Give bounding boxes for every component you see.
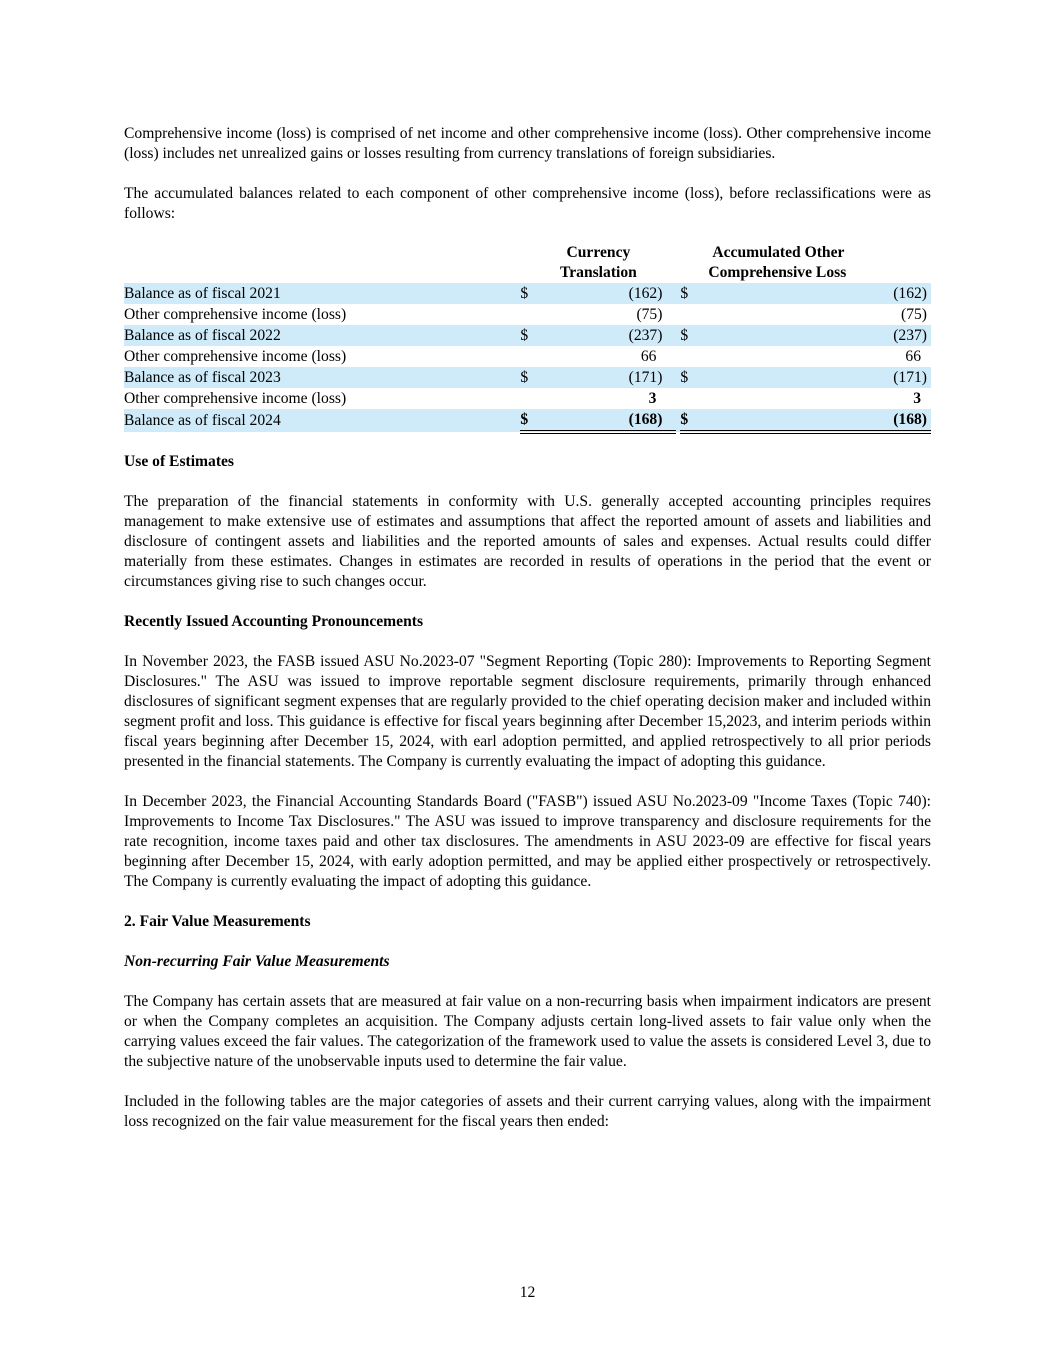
fair-value-paragraph-2: Included in the following tables are the major categories of assets and their current carrying values, along with the impairment loss recognized on the fair value measurement for the fiscal years then ended: <box>124 1093 931 1130</box>
col2-header-line1: Accumulated Other <box>712 244 845 261</box>
pronouncements-paragraph-2: In December 2023, the Financial Accounting Standards Board ("FASB") issued ASU No.2023-09 "Income Taxes (Topic 740): Improvements to Income Tax Disclosures." The ASU was issued to improve transparency and disclosure requirements for the rate recognition, income taxes paid and other tax disclosures. The amendments in ASU 2023-09 are effective for fiscal years beginning after December 15, 2024, with early adoption permitted, and may be applied either prospectively or retrospectively. The Company is currently evaluating the impact of adopting this guidance. <box>124 793 931 890</box>
pronouncements-paragraph-1: In November 2023, the FASB issued ASU No.2023-07 "Segment Reporting (Topic 280): Improvements to Reporting Segment Disclosures." The ASU was issued to improve reportable segment disclosure requirements, primarily through enhanced disclosures of significant segment expenses that are regularly provided to the chief operating decision maker and included within segment profit and loss. This guidance is effective for fiscal years beginning after December 15,2023, and interim periods within fiscal years beginning after December 15, 2024, with earl adoption permitted, and applied retrospectively to all prior periods presented in the financial statements. The Company is currently evaluating the impact of adopting this guidance. <box>124 653 931 770</box>
intro-paragraph-2: The accumulated balances related to each component of other comprehensive income (loss), before reclassifications were as follows: <box>124 185 931 222</box>
table-header-row-2 <box>124 263 931 283</box>
table-row: Other comprehensive income (loss) (75) (75) <box>124 306 927 323</box>
table-row: Balance as of fiscal 2022 $ (237) $ (237) <box>124 325 931 346</box>
aoci-table <box>124 243 931 434</box>
fair-value-paragraph-1: The Company has certain assets that are measured at fair value on a non-recurring basis when impairment indicators are present or when the Company completes an acquisition. The Company adjusts certain long-lived assets to fair value only when the carrying values exceed the fair values. The categorization of the framework used to value the assets is considered Level 3, due to the subjective nature of the unobservable inputs used to determine the fair value. <box>124 993 931 1070</box>
intro-paragraph-1: Comprehensive income (loss) is comprised of net income and other comprehensive income (loss). Other comprehensive income (loss) includes net unrealized gains or losses resulting from currency translations of foreign subsidiaries. <box>124 125 931 162</box>
document-body <box>124 124 931 1132</box>
fair-value-subheading: Non-recurring Fair Value Measurements <box>124 953 390 970</box>
estimates-heading: Use of Estimates <box>124 453 235 470</box>
fair-value-heading: 2. Fair Value Measurements <box>124 913 311 930</box>
col1-header-line1: Currency <box>566 244 631 261</box>
col1-header-line2: Translation <box>559 264 637 281</box>
table-row: Balance as of fiscal 2023 $ (171) $ (171) <box>124 367 931 388</box>
table-row: Other comprehensive income (loss) 66 66 <box>124 348 921 365</box>
table-row: Balance as of fiscal 2021 $ (162) $ (162) <box>124 283 931 304</box>
table-row: Other comprehensive income (loss) 3 3 <box>124 390 921 407</box>
table-header-row-1 <box>124 243 931 263</box>
table-row-total: Balance as of fiscal 2024 $ (168) $ (168) <box>124 409 931 432</box>
estimates-paragraph: The preparation of the financial statements in conformity with U.S. generally accepted accounting principles requires management to make extensive use of estimates and assumptions that affect the reported amount of assets and liabilities and disclosure of contingent assets and liabilities and the reported amounts of sales and expenses. Actual results could differ materially from these estimates. Changes in estimates are recorded in results of operations in the period that the event or circumstances giving rise to such changes occur. <box>124 493 931 590</box>
pronouncements-heading: Recently Issued Accounting Pronouncements <box>124 613 424 630</box>
page-number: 12 <box>519 1284 536 1301</box>
col2-header-line2: Comprehensive Loss <box>708 264 847 281</box>
